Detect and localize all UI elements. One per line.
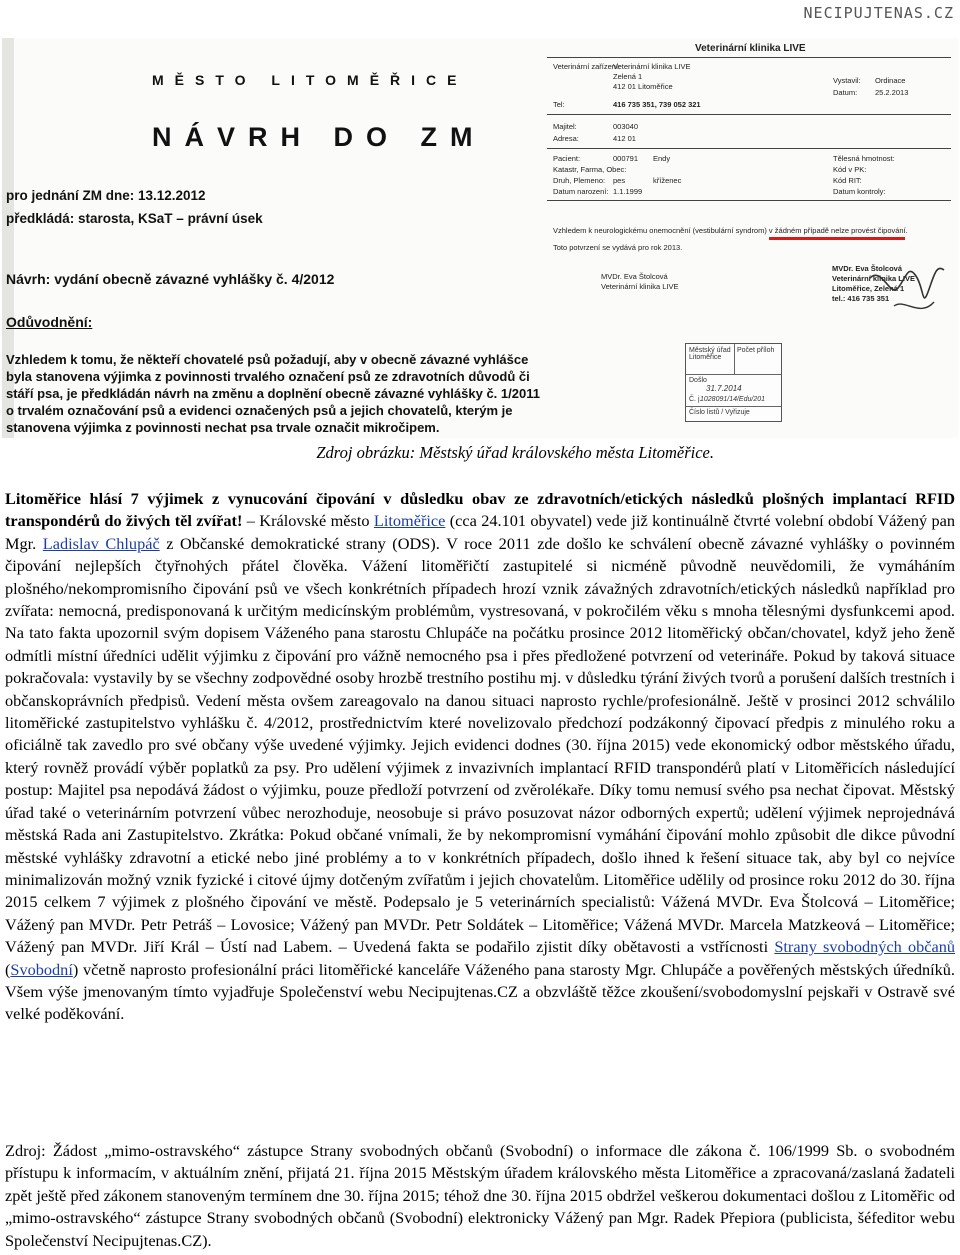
link-ladislav-chlupac[interactable]: Ladislav Chlupáč — [42, 533, 160, 553]
vet-issued-label: Vystavil: — [833, 76, 861, 85]
vet-born-label: Datum narození: — [553, 187, 609, 196]
vet-clinic-title: Veterinární klinika LIVE — [695, 43, 806, 54]
stamp-ref: 1028091/14/Edu/201 — [700, 396, 766, 403]
vet-owner-code: 003040 — [613, 122, 639, 131]
vet-statement-2: Toto potvrzení se vydává pro rok 2013. — [553, 243, 683, 252]
handwritten-signature — [864, 258, 950, 326]
vet-rit-label: Kód RIT: — [833, 176, 862, 185]
vet-issuer-line-3: 412 01 Litoměřice — [613, 82, 673, 91]
article-lead: Litoměřice hlásí 7 výjimek z vynucování čipování v důsledku obav ze zdravotních/etických následků plošných implantací RFID transpondérů do živých těl zvířat! — [5, 489, 955, 531]
source-note: Zdroj: Žádost „mimo-ostravského“ zástupce Strany svobodných občanů (Svobodní) o informace dle zákona č. 106/1999 Sb. o svobodném přístupu k informacím, v aktuálním znění, přijatá 21. října 2015 Městským úřadem královského města Litoměřice a zpracovaná/zaslaná žadateli zpět ještě před zákonem stanoveným termínem dne 30. října 2015; téhož dne 30. října 2015 obdržel veškerou dokumentaci došlou z Litoměřic od „mimo-ostravského“ zástupce Strany svobodných občanů (Svobodní) elektronicky Vážený pan Mgr. Radek Přepiora (publicista, šéfeditor webu Společenství Necipujtenas.CZ). — [5, 1141, 955, 1250]
site-watermark: NECIPUJTENAS.CZ — [803, 4, 954, 22]
city-heading: MĚSTO LITOMĚŘICE — [152, 72, 468, 88]
stamp-attachments: Počet příloh — [737, 347, 775, 354]
vet-patient-label: Pacient: — [553, 154, 581, 163]
meeting-date: pro jednání ZM dne: 13.12.2012 — [6, 188, 206, 203]
proposal-line: Návrh: vydání obecně závazné vyhlášky č. 4/2012 — [6, 271, 335, 287]
filing-stamp — [685, 343, 782, 422]
vet-stamp-line-2: Veterinární klinika LIVE — [832, 274, 915, 283]
scanned-document-image — [2, 38, 958, 438]
vet-breed-labels: Katastr, Farma, Obec: — [553, 165, 627, 174]
vet-address-label: Adresa: — [553, 134, 579, 143]
vet-doctor-clinic: Veterinární klinika LIVE — [601, 282, 679, 291]
stamp-ref-label: Č. j. — [689, 396, 702, 403]
stamp-bottom: Číslo listů / Vyřizuje — [689, 409, 750, 416]
vet-issuer-line-2: Zelená 1 — [613, 72, 643, 81]
vet-weight-label: Tělesná hmotnost: — [833, 154, 895, 163]
vet-issuer-line-1: Veterinární klinika LIVE — [613, 62, 691, 71]
vet-born: 1.1.1999 — [613, 187, 643, 196]
justification-heading: Odůvodnění: — [6, 314, 93, 330]
vet-species: pes — [613, 176, 626, 185]
article-text: (cca 24.101 obyvatel) vede již kontinuálně čtvrté volební období Vážený pan Mgr. — [5, 511, 956, 553]
document-title: NÁVRH DO ZM — [152, 122, 486, 152]
presenter: předkládá: starosta, KSaT – právní úsek — [6, 211, 263, 226]
article-body — [5, 488, 955, 1026]
vet-breed: kříženec — [653, 176, 682, 185]
justification-text: Vzhledem k tomu, že někteří chovatelé psů požadují, aby v obecně závazné vyhlášce byla stanovena výjimka z povinnosti trvalého označení psů ze zdravotních důvodů či stáří psa, je předkládán návrh na změnu a doplnění obecně závazné vyhlášky č. 1/2011 o trvalém označování psů a evidenci označených psů a jejich chovatelů, kterým je stanovena výjimka z povinnosti nechat psa trvale označit mikročipem. — [6, 352, 540, 435]
vet-species-label: Druh, Plemeno: — [553, 176, 606, 185]
vet-issued: Ordinace — [875, 76, 906, 85]
stamp-date-label: Došlo — [689, 377, 707, 384]
vet-phone-label: Tel: — [553, 100, 565, 109]
vet-issuer-label: Veterinární zařízení: — [553, 62, 621, 71]
link-litomerice[interactable]: Litoměřice — [373, 511, 446, 531]
vet-stamp-line-1: MVDr. Eva Štolcová — [832, 264, 903, 273]
article-text: ( — [5, 959, 11, 979]
vet-date: 25.2.2013 — [875, 88, 909, 97]
article-text: ) včetně naprosto profesionální práci litoměřické kanceláře Váženého pana starosty Mgr. Chlupáče a pověřených městských úředníků. Všem výše jmenovaným tímto vyjadřuje Společenství webu Necipujtenas.CZ a obzvláště těžce zkoušení/svobodomyslní pejskaři v Ostravě své velké poděkování. — [5, 959, 955, 1024]
article-text: z Občanské demokratické strany (ODS). V roce 2011 zde došlo ke schválení obecně závazné vyhlášky o povinném čipování nejlepších čtyřnohých přátel člověka. Vážení litoměřičtí zastupitelé si nicméně původně neuvědomili, že vymáháním plošného/nekompromisního čipování psů ve všech konkrétních případech hrozí vznik závažných zdravotních/etických následků například pro zvířata: nemocná, predisponovaná k určitým medicínským problémům, vystresovaná, v pokročilém věku s mnoha tělesnými dysfunkcemi apod. Na tato fakta upozornil svým dopisem Váženého pana starostu Chlupáče na počátku prosince 2012 litoměřický občan/chovatel, když jeho ženě odmítli místní úředníci udělit výjimku z čipování pro vážně nemocného psa i přes předložené potvrzení od veterináře. Pokud by taková situace pokračovala: vystavily by se všechny zodpovědné osoby hrozbě trestního postihu mj. v důsledku týrání živých tvorů a porušení dalších trestních i občanskoprávních předpisů. Vedení města ovšem zareagovalo na danou situaci naprosto rychle/profesionálně. Ještě v prosinci 2012 schválilo litoměřické zastupitelstvo vyhlášku č. 4/2012, prostřednictvím které novelizovalo předchozí podzákonný čipovací předpis z minulého roku a oficiálně tak zavedlo pro své občany výše uvedené výjimky. Jejich evidenci dodnes (30. října 2015) vede ekonomický odbor městského úřadu, který rovněž provádí výběr poplatků za psy. Pro udělení výjimek z invazivních implantací RFID transpondérů platí v Litoměřicích následující postup: Majitel psa nepodává žádost o výjimku, pouze předloží potvrzení od zvěrolékaře. Díky tomu nemusí svého psa nechat čipovat. Městský úřad také o veterinárním potvrzení vůbec nerozhoduje, neosobuje si právo posuzovat názor odborných expertů; udělení výjimek neprojednává městská Rada ani Zastupitelstvo. Zkrátka: Pokud občané vnímali, že by nekompromisní vymáhání čipování mohlo způsobit dle dikce původní městské vyhlášky zdravotní a etické nebo jiné problémy a to v konkrétních případech, došlo ihned k řešení situace tak, aby byl co nejvíce minimalizován možný vznik fyzické i citové újmy dotčeným zvířatům i jejich chovatelům. Litoměřice udělily od prosince roku 2012 do 30. října 2015 celkem 7 výjimek z plošného čipování ve městě. Podepsalo je 5 veterinárních specialistů: Vážená MVDr. Eva Štolcová – Litoměřice; Vážený pan MVDr. Petr Petráš – Lovosice; Vážený pan MVDr. Petr Soldátek – Litoměřice; Vážená MVDr. Marcela Matzkeová – Litoměřice; Vážený pan MVDr. Jiří Král – Ústí nad Labem. – Uvedená fakta se podařilo zjistit díky obětavosti a vstřícnosti — [5, 533, 956, 957]
vet-doctor-name: MVDr. Eva Štolcová — [601, 272, 668, 281]
stamp-date: 31.7.2014 — [706, 384, 742, 393]
vet-kod-label: Kód v PK: — [833, 165, 867, 174]
vet-patient: 000791 — [613, 154, 639, 163]
vet-date-label: Datum: — [833, 88, 858, 97]
stamp-office: Městský úřad Litoměřice — [689, 347, 731, 361]
red-underline-mark — [769, 237, 905, 240]
vet-statement-1: Vzhledem k neurologickému onemocnění (vestibulární syndrom) v žádném případě nelze provést čipování. — [553, 226, 908, 235]
image-caption: Zdroj obrázku: Městský úřad královského města Litoměřice. — [316, 443, 714, 462]
vet-address: 412 01 — [613, 134, 636, 143]
vet-patient-name: Endy — [653, 154, 671, 163]
link-svobodni[interactable]: Svobodní — [10, 959, 73, 979]
link-strana-svobodnych-obcanu[interactable]: Strany svobodných občanů — [774, 937, 955, 957]
article-text: – Královské město — [242, 511, 374, 531]
vet-stamp-line-3: Litoměřice, Zelená 1 — [832, 284, 905, 293]
vet-owner-label: Majitel: — [553, 122, 577, 131]
vet-check-label: Datum kontroly: — [833, 187, 886, 196]
vet-stamp-line-4: tel.: 416 735 351 — [832, 294, 890, 303]
vet-phone: 416 735 351, 739 052 321 — [613, 100, 701, 109]
